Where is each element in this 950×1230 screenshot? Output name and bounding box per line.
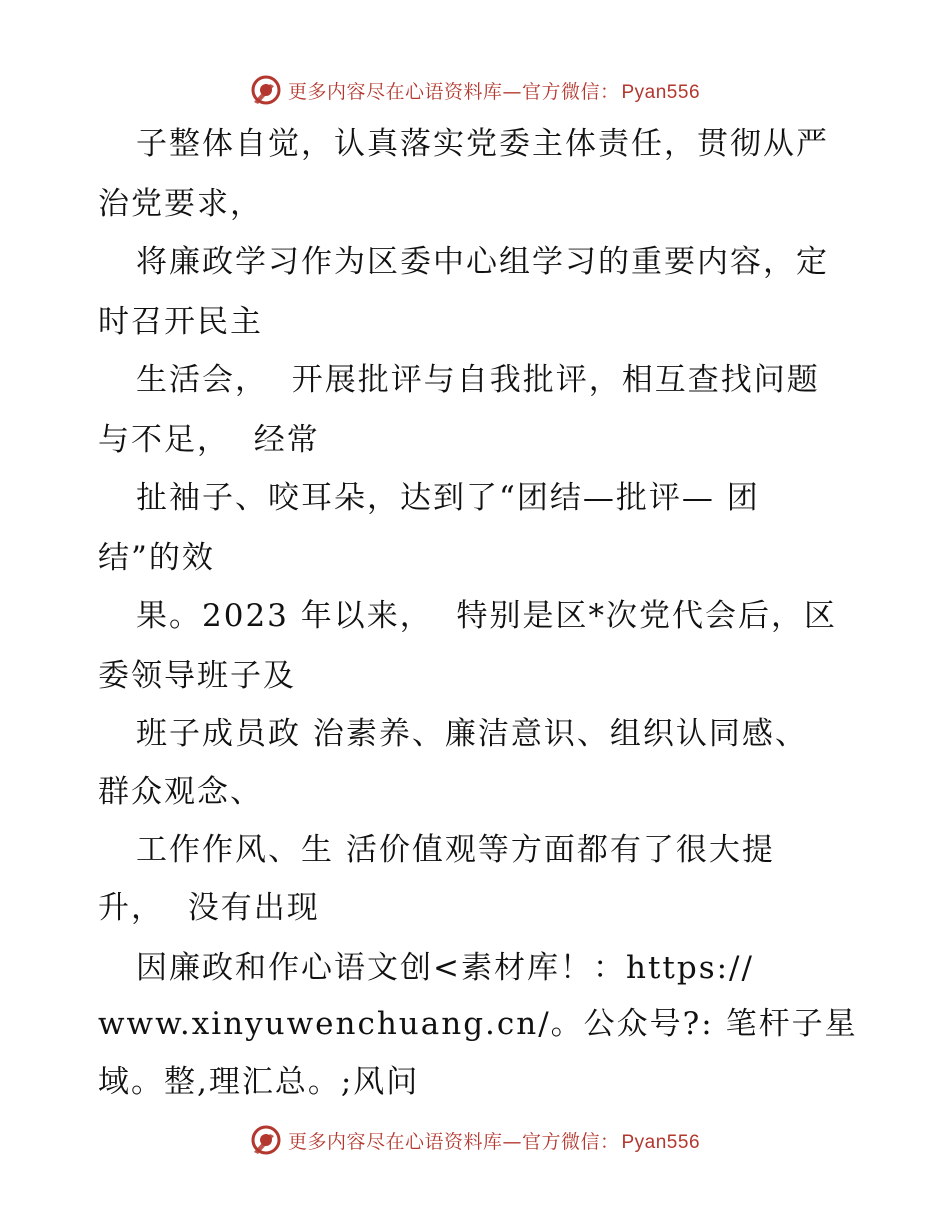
header-wechat-id: Pyan556 bbox=[621, 81, 701, 103]
footer-banner bbox=[0, 1120, 950, 1160]
body-line: 群众观念、 bbox=[98, 774, 263, 810]
body-line: 扯袖子、咬耳朵，达到了“团结—批评— 团 bbox=[136, 480, 760, 516]
body-line: 委领导班子及 bbox=[98, 658, 296, 694]
body-line: 生活会， 开展批评与自我批评，相互查找问题 bbox=[136, 362, 820, 398]
body-line: 结”的效 bbox=[98, 540, 215, 576]
body-line: 班子成员政 治素养、廉洁意识、组织认同感、 bbox=[136, 716, 808, 752]
footer-wechat-id: Pyan556 bbox=[621, 1131, 701, 1153]
pen-logo-icon bbox=[250, 74, 282, 106]
body-line: www.xinyuwenchuang.cn/。公众号?: 笔杆子星 bbox=[98, 1006, 858, 1042]
body-line: 工作作风、生 活价值观等方面都有了很大提 bbox=[136, 832, 775, 868]
body-line: 时召开民主 bbox=[98, 304, 263, 340]
body-line: 升， 没有出现 bbox=[98, 890, 320, 926]
pen-logo-icon bbox=[250, 1124, 282, 1156]
body-line: 果。2023 年以来， 特别是区*次党代会后，区 bbox=[136, 598, 837, 634]
body-line: 域。整,理汇总。;风问 bbox=[98, 1064, 420, 1100]
body-line: 子整体自觉，认真落实党委主体责任，贯彻从严 bbox=[136, 126, 829, 162]
body-line: 与不足， 经常 bbox=[98, 422, 320, 458]
footer-banner-text: 更多内容尽在心语资料库—官方微信： Pyan556 bbox=[287, 1130, 701, 1153]
header-banner-text: 更多内容尽在心语资料库—官方微信： Pyan556 bbox=[287, 80, 701, 103]
header-banner bbox=[0, 70, 950, 110]
body-line: 将廉政学习作为区委中心组学习的重要内容，定 bbox=[136, 244, 829, 280]
body-line: 治党要求， bbox=[98, 186, 263, 222]
body-line: 因廉政和作心语文创<素材库！：https:// bbox=[136, 950, 754, 986]
